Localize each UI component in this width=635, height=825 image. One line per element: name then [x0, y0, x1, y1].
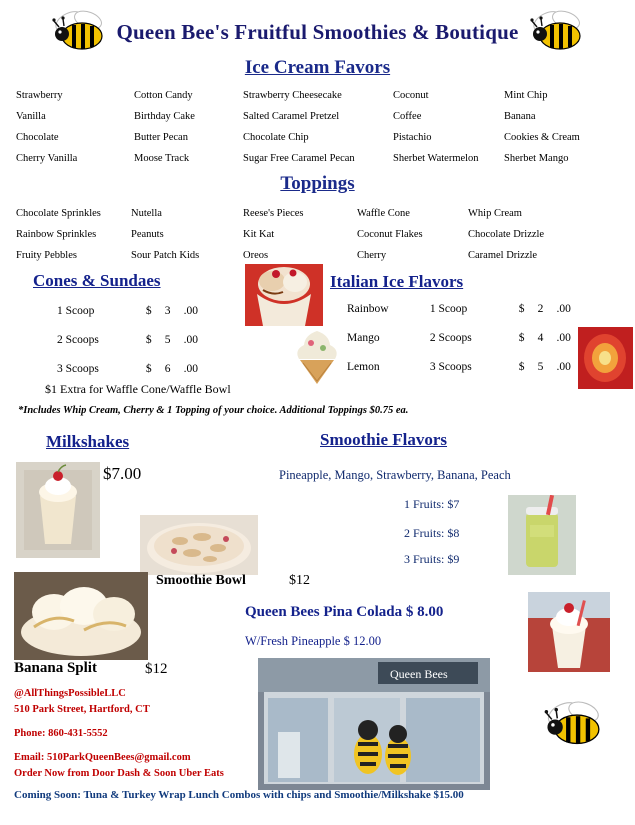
ice-cream-item: Strawberry [16, 90, 63, 101]
ice-cream-item: Strawberry Cheesecake [243, 90, 342, 101]
price-cents: .00 [183, 334, 198, 346]
currency-symbol: $ [518, 332, 525, 344]
italian-ice-flavor: Rainbow [347, 303, 389, 315]
price-cents: .00 [183, 305, 198, 317]
toppings-column-5 [468, 203, 544, 266]
cones-note: *Includes Whip Cream, Cherry & 1 Topping of your choice. Additional Toppings $0.75 ea. [18, 405, 409, 416]
price-cents: .00 [183, 363, 198, 375]
smoothie-heading: Smoothie Flavors [320, 430, 448, 449]
banana-split-photo [14, 572, 148, 660]
email-address[interactable]: Email: 510ParkQueenBees@gmail.com [14, 752, 191, 763]
topping-item: Sour Patch Kids [131, 250, 200, 261]
topping-item: Kit Kat [243, 229, 275, 240]
smoothie-flavor-line: Pineapple, Mango, Strawberry, Banana, Peach [279, 468, 511, 482]
price-value: 2 [537, 303, 544, 315]
instagram-handle[interactable]: @AllThingsPossibleLLC [14, 688, 126, 699]
ice-cream-column-1 [16, 85, 77, 169]
price-value: 3 [164, 305, 171, 317]
ice-cream-item: Mint Chip [504, 90, 548, 101]
ice-cream-item: Chocolate Chip [243, 132, 309, 143]
ice-cream-column-3 [243, 85, 355, 169]
smoothie-bowl-photo [140, 515, 258, 575]
ice-cream-item: Coconut [393, 90, 429, 101]
topping-item: Waffle Cone [357, 208, 410, 219]
ice-cream-item: Sugar Free Caramel Pecan [243, 153, 355, 164]
smoothie-tier-1: 1 Fruits: $7 [404, 497, 460, 511]
banana-split-price: $12 [145, 661, 168, 677]
ice-cream-cone-photo [290, 327, 345, 385]
phone-number[interactable]: Phone: 860-431-5552 [14, 728, 108, 739]
pina-colada-photo [528, 592, 610, 672]
topping-item: Cherry [357, 250, 387, 261]
italian-ice-row-2 [347, 332, 571, 344]
topping-item: Whip Cream [468, 208, 522, 219]
topping-item: Fruity Pebbles [16, 250, 77, 261]
bee-icon [542, 700, 612, 752]
svg-text:Queen Bees: Queen Bees [390, 667, 448, 681]
cones-extra: $1 Extra for Waffle Cone/Waffle Bowl [45, 382, 231, 396]
milkshake-price: $7.00 [103, 464, 142, 483]
toppings-column-3 [243, 203, 304, 266]
ice-cream-item: Pistachio [393, 132, 432, 143]
currency-symbol: $ [145, 305, 152, 317]
cones-row-label: 2 Scoops [57, 334, 99, 346]
cones-row-2 [57, 334, 198, 346]
cones-heading: Cones & Sundaes [33, 271, 161, 290]
italian-ice-photo [578, 327, 633, 389]
italian-ice-size: 3 Scoops [429, 361, 472, 373]
cones-row-label: 3 Scoops [57, 363, 99, 375]
ice-cream-item: Cherry Vanilla [16, 153, 78, 164]
currency-symbol: $ [518, 303, 525, 315]
ice-cream-item: Moose Track [134, 153, 190, 164]
pina-colada-line-1: Queen Bees Pina Colada $ 8.00 [245, 604, 444, 620]
price-value: 5 [537, 361, 544, 373]
topping-item: Reese's Pieces [243, 208, 304, 219]
italian-ice-flavor: Mango [347, 332, 380, 344]
ice-cream-heading: Ice Cream Favors [244, 57, 391, 78]
ice-cream-item: Sherbet Watermelon [393, 153, 479, 164]
ice-cream-item: Birthday Cake [134, 111, 195, 122]
price-cents: .00 [556, 332, 571, 344]
toppings-column-1 [16, 203, 101, 266]
currency-symbol: $ [145, 334, 152, 346]
cones-row-1 [57, 305, 198, 317]
price-cents: .00 [556, 361, 571, 373]
smoothie-tier-3: 3 Fruits: $9 [404, 552, 460, 566]
banana-split-label: Banana Split [14, 660, 97, 676]
cones-row-3 [57, 363, 198, 375]
topping-item: Chocolate Drizzle [468, 229, 545, 240]
smoothie-tier-2: 2 Fruits: $8 [404, 526, 460, 540]
price-value: 4 [537, 332, 544, 344]
toppings-heading: Toppings [280, 173, 355, 194]
ice-cream-item: Cotton Candy [134, 90, 193, 101]
price-value: 6 [164, 363, 171, 375]
toppings-column-2 [131, 203, 199, 266]
green-smoothie-photo [508, 495, 576, 575]
cones-row-label: 1 Scoop [57, 305, 95, 317]
topping-item: Nutella [131, 208, 162, 219]
page-title: Queen Bee's Fruitful Smoothies & Boutique [116, 20, 519, 44]
topping-item: Oreos [243, 250, 269, 261]
italian-ice-size: 2 Scoops [429, 332, 472, 344]
toppings-column-4 [357, 203, 423, 266]
sundae-photo [245, 264, 323, 326]
ice-cream-item: Coffee [393, 111, 422, 122]
ice-cream-item: Butter Pecan [134, 132, 188, 143]
topping-item: Rainbow Sprinkles [16, 229, 97, 240]
pina-colada-line-2: W/Fresh Pineapple $ 12.00 [245, 634, 382, 648]
ice-cream-column-2 [134, 85, 195, 169]
coming-soon-line: Coming Soon: Tuna & Turkey Wrap Lunch Combos with chips and Smoothie/Milkshake $15.00 [14, 789, 464, 801]
italian-ice-row-1 [347, 303, 571, 315]
currency-symbol: $ [518, 361, 525, 373]
currency-symbol: $ [145, 363, 152, 375]
italian-ice-row-3 [347, 361, 571, 373]
topping-item: Caramel Drizzle [468, 250, 538, 261]
ice-cream-item: Banana [504, 111, 536, 122]
ice-cream-column-4 [393, 85, 479, 169]
ice-cream-item: Cookies & Cream [504, 132, 580, 143]
milkshakes-heading: Milkshakes [46, 432, 130, 451]
topping-item: Peanuts [131, 229, 164, 240]
smoothie-bowl-price: $12 [289, 573, 310, 588]
street-address: 510 Park Street, Hartford, CT [14, 704, 150, 715]
topping-item: Chocolate Sprinkles [16, 208, 101, 219]
ice-cream-item: Vanilla [16, 111, 46, 122]
italian-ice-size: 1 Scoop [429, 303, 468, 315]
smoothie-bowl-label: Smoothie Bowl [156, 573, 246, 588]
price-cents: .00 [556, 303, 571, 315]
order-line: Order Now from Door Dash & Soon Uber Eats [14, 768, 224, 779]
ice-cream-item: Chocolate [16, 132, 59, 143]
storefront-photo [258, 658, 490, 790]
ice-cream-column-5 [504, 85, 580, 169]
topping-item: Coconut Flakes [357, 229, 423, 240]
milkshake-photo [16, 462, 100, 558]
italian-ice-heading: Italian Ice Flavors [330, 272, 464, 291]
ice-cream-item: Sherbet Mango [504, 153, 569, 164]
contact-block [14, 686, 224, 782]
ice-cream-item: Salted Caramel Pretzel [243, 111, 340, 122]
italian-ice-flavor: Lemon [347, 361, 380, 373]
price-value: 5 [164, 334, 171, 346]
